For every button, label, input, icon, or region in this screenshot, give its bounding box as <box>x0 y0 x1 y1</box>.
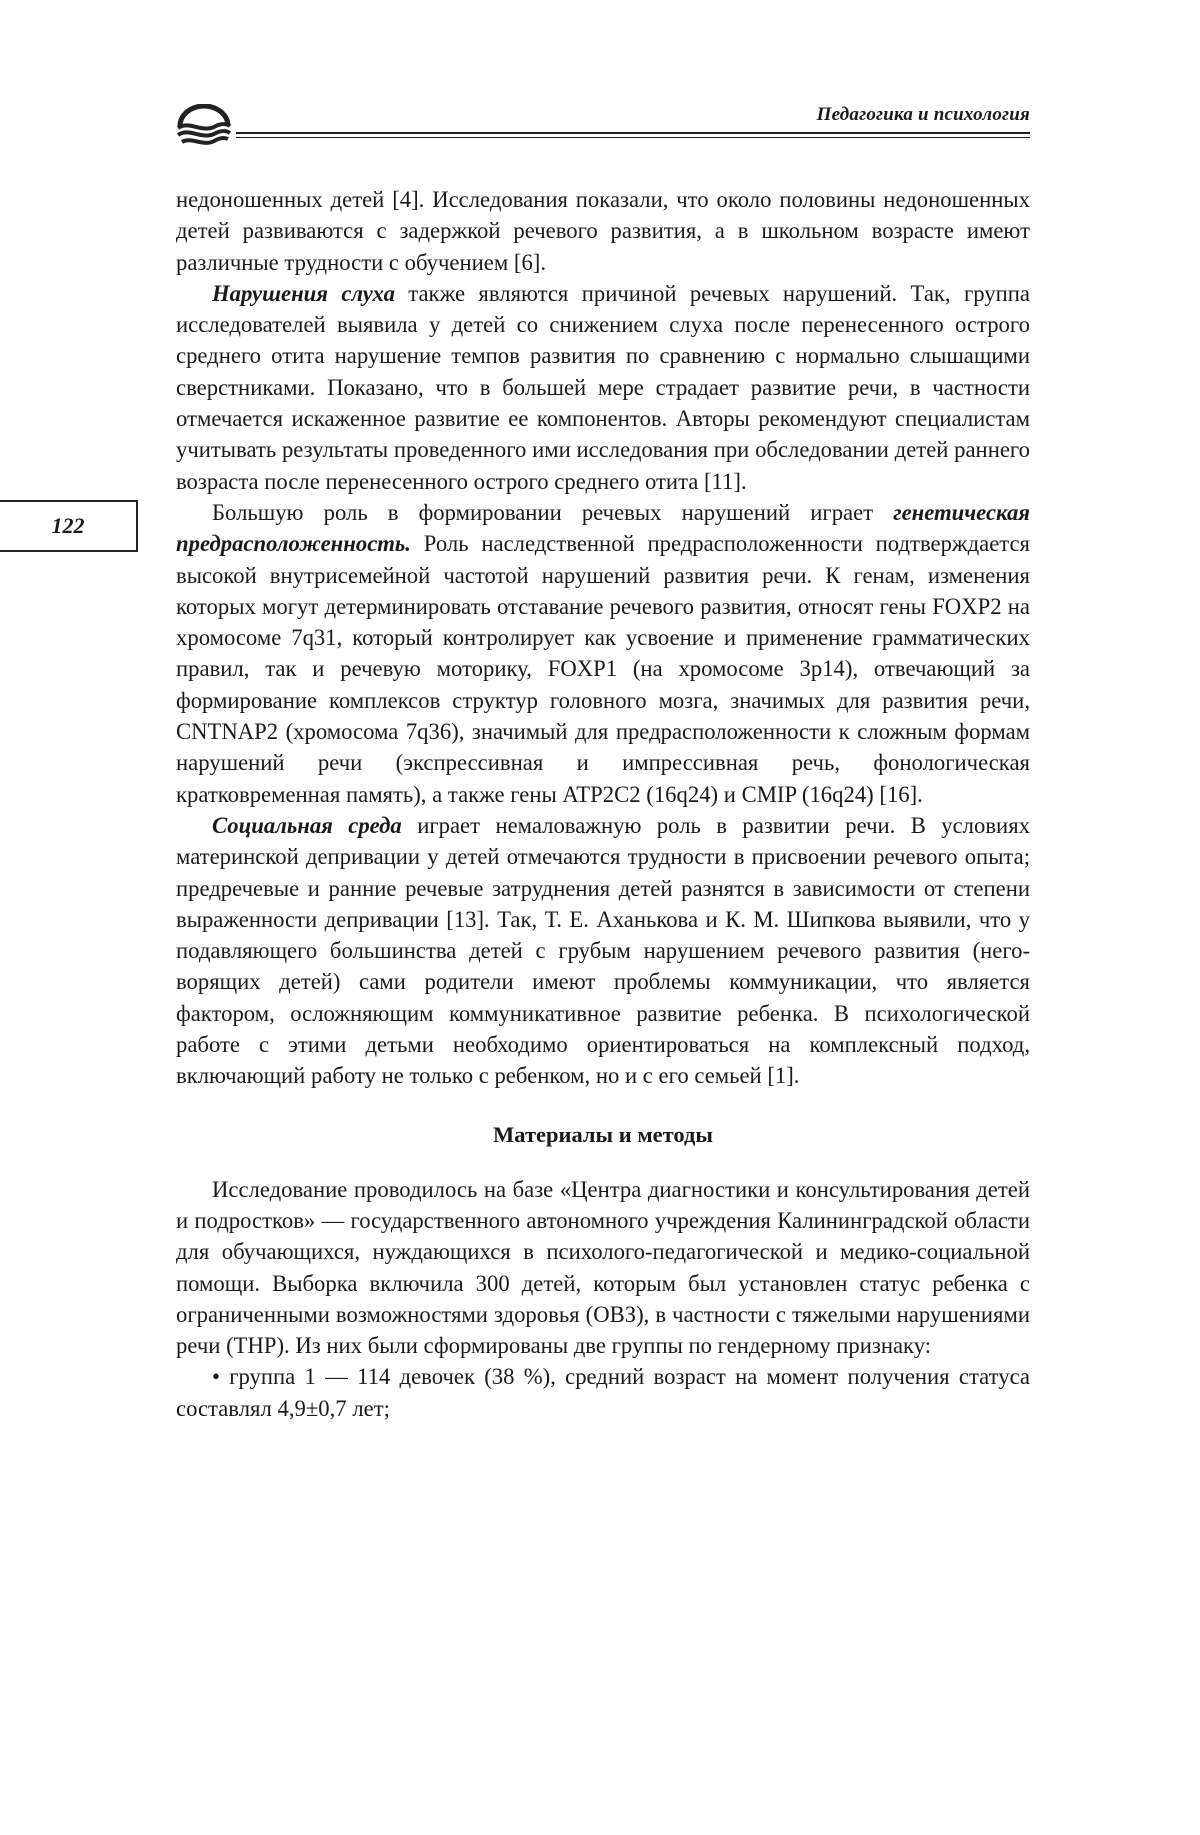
emphasis-genetic: генетическая предрасположенность. <box>176 499 1030 557</box>
paragraph-1: недоношенных детей [4]. Исследования показали, что около половины недоношенных детей развиваются с задержкой речевого развития, а в школьном возрасте имеют различные трудности с обучением [6]. <box>176 187 1030 275</box>
running-header <box>172 92 1030 152</box>
paragraph-3-text-a: Большую роль в формировании речевых нарушений играет <box>212 499 894 525</box>
list-item: • группа 1 — 114 девочек (38 %), средний возраст на момент получения статуса составлял 4,9±0,7 лет; <box>176 1364 1030 1421</box>
paragraph-3 <box>176 497 1030 810</box>
journal-wave-logo-icon <box>172 104 236 148</box>
emphasis-social: Социальная среда <box>212 812 402 838</box>
header-rule <box>236 132 1030 134</box>
paragraph-3-text-b: Роль наследственной предрасположенности подтверждается высокой внутрисемейной частотой нарушений развития речи. К генам, изменения которых могут детерминировать отставание речевого развития, относят гены FOXP2 на хромосоме 7q31, который контролирует как усвоение и применение грамматических правил, так и речевую моторику, FOXP1 (на хромосоме 3p14), отвечающий за формирование комплексов структур головного мозга, значимых для развития речи, CNTNAP2 (хромосома 7q36), значимый для предрасположенности к сложным формам нарушений речи (экспрессивная и импрессивная речь, фонологическая кратковременная память), а также гены ATP2C2 (16q24) и CMIP (16q24) [16]. <box>176 531 1030 807</box>
emphasis-hearing: Нарушения слуха <box>212 280 395 306</box>
section-title: Материалы и методы <box>493 1121 713 1147</box>
paragraph-2-text: также являются причиной речевых нарушений. Так, группа исследователей выявила у детей со снижением слуха после перенесенного острого среднего отита нарушение темпов развития по сравнению с нормально слышащими сверстниками. Показано, что в большей мере страдает развитие речи, в частности отмечается искаженное развитие ее компонентов. Авторы рекомендуют специалистам учитывать результаты проведенного ими исследования при обследовании детей раннего возраста после перенесенного острого среднего отита [11]. <box>176 280 1030 494</box>
running-title: Педагогика и психология <box>816 104 1030 125</box>
paragraph-5: Исследование проводилось на базе «Центра диагностики и консультирования детей и подростков» — государственного автономного учреждения Калининградской области для обучающихся, нуждающихся в психолого-педагогической и медико-социальной помощи. Выборка включила 300 детей, которым был установлен статус ребенка с ограниченными возможностями здоровья (ОВЗ), в частности с тяжелыми нарушениями речи (ТНР). Из них были сформированы две группы по гендерному признаку: <box>176 1176 1030 1359</box>
paragraph-4 <box>176 810 1030 1092</box>
article-body <box>176 184 1030 1424</box>
paragraph-4-text: играет немаловажную роль в развитии речи. В условиях материнской депривации у детей отмечаются трудности в присвоении речевого опыта; предречевые и ранние речевые затруднения детей разнятся в зависимости от степени выраженности депривации [13]. Так, Т. Е. Аханькова и К. М. Шипкова выявили, что у подавляющего большинства детей с грубым нарушением речевого развития (неговорящих детей) сами родители имеют проблемы коммуникации, что является фактором, осложняющим коммуникативное развитие ребенка. В психологической работе с этими детьми необходимо ориентироваться на комплексный подход, включающий работу не только с ребенком, но и с его семьей [1]. <box>176 812 1030 1089</box>
header-rule-thin <box>236 137 1030 138</box>
page-number: 122 <box>0 500 138 552</box>
paragraph-2 <box>176 278 1030 497</box>
